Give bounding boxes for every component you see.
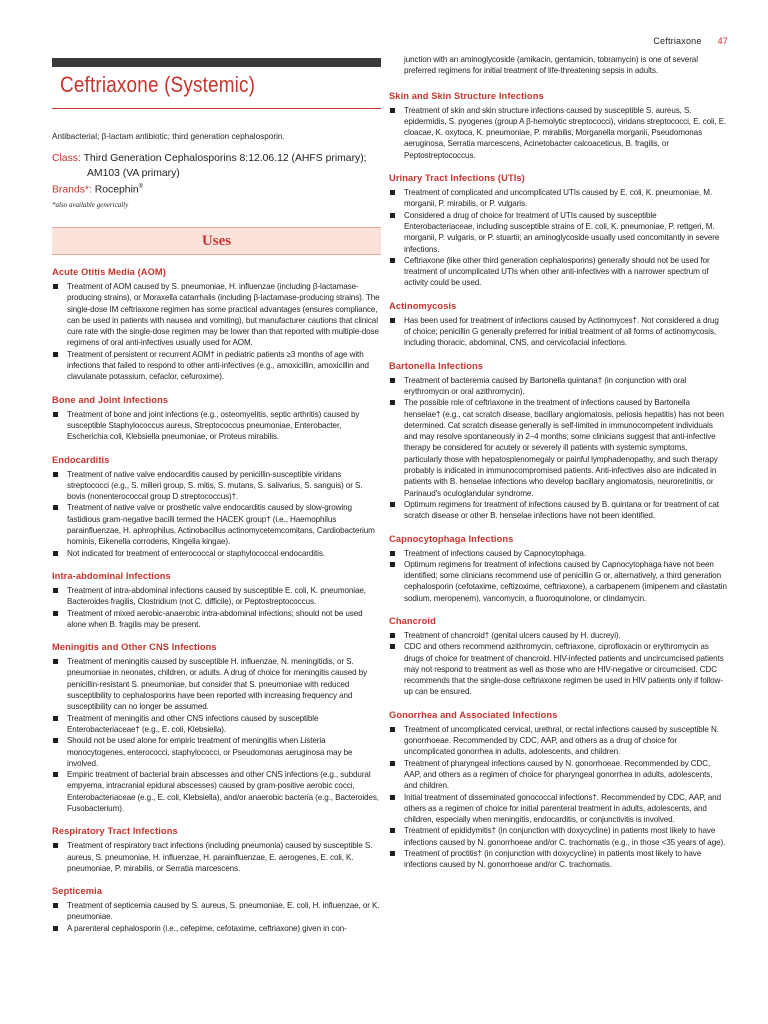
list-item: Treatment of infections caused by Capnocytophaga. xyxy=(389,548,727,559)
list-item: Treatment of uncomplicated cervical, urethral, or rectal infections caused by susceptible N. gonorrhoeae. Recommended by CDC, AAP, and others as a drug of choice for uncomplicated gonorrhea in adults, adolescents, and children. xyxy=(389,724,727,758)
title-rule xyxy=(52,108,381,109)
list-item: Treatment of septicemia caused by S. aureus, S. pneumoniae, E. coli, H. influenzae, or K. pneumoniae. xyxy=(52,900,381,923)
list-item: Treatment of complicated and uncomplicated UTIs caused by E. coli, K. pneumoniae, M. morganii, P. mirabilis, or P. vulgaris. xyxy=(389,187,727,210)
section-septicemia xyxy=(52,886,381,934)
left-column-sections xyxy=(52,267,381,934)
list-item: Optimum regimens for treatment of infections caused by B. quintana or for treatment of cat scratch disease or other B. henselae infections have not been identified. xyxy=(389,499,727,522)
right-column-sections xyxy=(389,54,727,871)
item-list xyxy=(52,656,381,814)
list-item: Treatment of proctitis† (in conjunction with doxycycline) in patients most likely to have infections caused by N. gonorrhoeae and/or C. trachomatis. xyxy=(389,848,727,871)
section-urinary-tract-infections-utis xyxy=(389,173,727,289)
section-gap xyxy=(389,349,727,361)
list-item: Ceftriaxone (like other third generation cephalosporins) generally should not be used for treatment of uncomplicated UTIs when other anti-infectives with a narrower spectrum of activity could be used. xyxy=(389,255,727,289)
list-item: Treatment of epididymitis† (in conjunction with doxycycline) in patients most likely to have infections caused by N. gonorrhoeae and/or C. trachomatis (e.g., in those <35 years of age). xyxy=(389,825,727,848)
list-item: Treatment of bone and joint infections (e.g., osteomyelitis, septic arthritis) caused by susceptible Staphylococcus aureus, Streptococcus pneumoniae, Enterobacter, Escherichia coli, Klebsiella pneumoniae, or Proteus mirabilis. xyxy=(52,409,381,443)
list-item: Treatment of mixed aerobic-anaerobic intra-abdominal infections; should not be used alone when B. fragilis may be present. xyxy=(52,608,381,631)
list-item: Not indicated for treatment of enterococcal or staphylococcal endocarditis. xyxy=(52,548,381,559)
item-list xyxy=(52,900,381,934)
item-list xyxy=(389,724,727,871)
section-gonorrhea-and-associated-infections xyxy=(389,710,727,871)
list-item: Treatment of pharyngeal infections caused by N. gonorrhoeae. Recommended by CDC, AAP, and others as a regimen of choice for pharyngeal gonorrhea in adults, adolescents, and children. xyxy=(389,758,727,792)
section-gap xyxy=(389,698,727,710)
brands xyxy=(52,184,381,195)
section-heading: Chancroid xyxy=(389,615,436,626)
list-item: Treatment of bacteremia caused by Bartonella quintana† (in conjunction with oral erythromycin or oral azithromycin). xyxy=(389,375,727,398)
list-item: Optimum regimens for treatment of infections caused by Capnocytophaga have not been identified; some clinicians recommend use of penicillin G or, alternatively, a third generation cephalosporin (cefotaxime, ceftizoxime, ceftriaxone), a carbapenem (imipenem and cilastatin sodium, meropenem), vancomycin, a fluoroquinolone, or clindamycin. xyxy=(389,559,727,604)
section-gap xyxy=(52,874,381,886)
item-list xyxy=(52,409,381,443)
monograph-title: Ceftriaxone (Systemic) xyxy=(60,72,256,97)
item-list xyxy=(52,585,381,630)
list-item: Should not be used alone for empiric treatment of meningitis when Listeria monocytogenes, enterococci, staphylococci, or Pseudomonas aeruginosa may be involved. xyxy=(52,735,381,769)
section-skin-and-skin-structure-infections xyxy=(389,91,727,161)
section-respiratory-tract-infections xyxy=(52,826,381,874)
list-item: Has been used for treatment of infections caused by Actinomyces†. Not considered a drug of choice; penicillin G generally preferred for initial treatment of all forms of actinomycosis, including thoracic, abdominal, CNS, and cervicofacial infections. xyxy=(389,315,727,349)
list-item: Treatment of skin and skin structure infections caused by susceptible S. aureus, S. epidermidis, S. pyogenes (group A β-hemolytic streptococci), viridans streptococci, E. coli, E. cloacae, K. oxytoca, K. pneumoniae, P. mirabilis, Morganella morganii, Pseudomonas aeruginosa, Serratia marcescens, Acinetobacter calcoaceticus, B. fragilis, or Peptostreptococcus. xyxy=(389,105,727,161)
section-heading: Intra-abdominal Infections xyxy=(52,570,171,581)
section-gap xyxy=(52,630,381,642)
section-gap xyxy=(52,443,381,455)
section-endocarditis xyxy=(52,455,381,559)
list-item: Treatment of meningitis caused by susceptible H. influenzae, N. meningitidis, or S. pneumoniae in neonates, children, or adults. A drug of choice for meningitis caused by penicillin-resistant S. pneumoniae, but consider that S. pneumoniae with reduced susceptibility to cephalosporins have been reported with increasing frequency and susceptibility can no longer be assumed. xyxy=(52,656,381,712)
title-bar xyxy=(52,58,381,67)
list-item: A parenteral cephalosporin (i.e., cefepime, cefotaxime, ceftriaxone) given in con- xyxy=(52,923,381,934)
item-list xyxy=(389,630,727,698)
section-heading: Acute Otitis Media (AOM) xyxy=(52,267,166,277)
section-chancroid xyxy=(389,616,727,698)
item-list xyxy=(52,469,381,559)
section-bartonella-infections xyxy=(389,361,727,522)
list-item: The possible role of ceftriaxone in the treatment of infections caused by Bartonella henselae† (e.g., cat scratch disease, bacillary angiomatosis, peliosis hepatitis) has not been determined. Cat scratch disease generally is self-limited in immunocompetent individuals and may resolve spontaneously in 2–4 months; some clinicians suggest that anti-infective therapy be considered for acutely or severely ill patients with systemic symptoms, particularly those with hepatosplenomegaly or painful lymphadenopathy, and such therapy probably is indicated in immunocompromised patients. Anti-infectives also are indicated in patients with B. henselae infections who develop bacillary angiomatosis, neuroretinitis, or Parinaud's oculoglandular syndrome. xyxy=(389,397,727,499)
item-list xyxy=(389,375,727,522)
list-item: Treatment of chancroid† (genital ulcers caused by H. ducreyi). xyxy=(389,630,727,641)
continued-item-list xyxy=(389,54,727,77)
section-gap xyxy=(389,289,727,301)
running-title: Ceftriaxone xyxy=(653,36,702,46)
item-list xyxy=(52,281,381,383)
section-heading: Skin and Skin Structure Infections xyxy=(389,90,544,101)
section-heading: Septicemia xyxy=(52,886,103,897)
class-label: Class: xyxy=(52,153,81,164)
section-heading: Bartonella Infections xyxy=(389,360,484,371)
list-item: Treatment of AOM caused by S. pneumoniae, H. influenzae (including β-lactamase-producing strains), or Moraxella catarrhalis (including β-lactamase-producing strains). The single-dose IM ceftriaxone regimen has some practical advantages (ensures compliance, can be used in patients with nausea and vomiting), but manufacturer cautions that clinical cure rate with the single-dose regimen may be lower than that reported with multiple-dose regimens of oral anti-infectives usually used for AOM. xyxy=(52,281,381,349)
section-heading: Respiratory Tract Infections xyxy=(52,826,178,837)
item-list xyxy=(389,187,727,289)
page-number: 47 xyxy=(717,36,728,46)
brand-name: Rocephin xyxy=(94,184,139,196)
registered-mark: ® xyxy=(138,184,144,190)
section-heading: Gonorrhea and Associated Infections xyxy=(389,709,558,720)
section-gap xyxy=(52,383,381,395)
footnote: *also available generically xyxy=(52,201,129,209)
item-list xyxy=(389,548,727,604)
list-item: Initial treatment of disseminated gonococcal infections†. Recommended by CDC, AAP, and others as a regimen of choice for initial parenteral treatment in adults, adolescents, and children, especially when meningitis, endocarditis, or conjunctivitis is involved. xyxy=(389,792,727,826)
list-item: CDC and others recommend azithromycin, ceftriaxone, ciprofloxacin or erythromycin as drugs of choice for treatment of chancroid. HIV-infected patients and uncircumcised patients may not respond to treatment as well as those who are HIV-negative or circumcised. CDC recommends that the single-dose ceftriaxone regimen be used in HIV patients only if follow-up can be ensured. xyxy=(389,641,727,697)
section-capnocytophaga-infections xyxy=(389,534,727,604)
section-gap xyxy=(52,814,381,826)
item-list xyxy=(389,105,727,161)
section-heading: Capnocytophaga Infections xyxy=(389,533,514,544)
class-line-2: AM103 (VA primary) xyxy=(87,168,180,179)
section-actinomycosis xyxy=(389,301,727,349)
section-gap xyxy=(52,559,381,571)
section-gap xyxy=(389,522,727,534)
drug-class xyxy=(52,151,381,181)
list-item: Treatment of meningitis and other CNS infections caused by susceptible Enterobacteriaceae† (e.g., E. coli, Klebsiella). xyxy=(52,713,381,736)
list-item: Considered a drug of choice for treatment of UTIs caused by susceptible Enterobacteriaceae, including susceptible strains of E. coli, K. pneumoniae, P. rettgeri, M. morganii, P. vulgaris, or P. stuartii; an aminoglycoside usually used concomitantly in severe infections. xyxy=(389,210,727,255)
continued-text: junction with an aminoglycoside (amikacin, gentamicin, tobramycin) is one of several preferred regimens for initial treatment of life-threatening sepsis in adults. xyxy=(404,55,698,76)
section-intra-abdominal-infections xyxy=(52,571,381,630)
item-list xyxy=(389,315,727,349)
item-list xyxy=(52,840,381,874)
section-heading: Meningitis and Other CNS Infections xyxy=(52,642,217,653)
section-heading: Endocarditis xyxy=(52,454,110,465)
class-line-1: Third Generation Cephalosporins 8:12.06.12 (AHFS primary); xyxy=(83,153,367,164)
section-gap xyxy=(389,604,727,616)
list-item: Treatment of persistent or recurrent AOM† in pediatric patients ≥3 months of age with infections that failed to respond to other anti-infectives (e.g., amoxicillin, amoxicillin and clavulanate potassium, cefaclor, cefuroxime). xyxy=(52,349,381,383)
section-bone-and-joint-infections xyxy=(52,395,381,443)
list-item: Treatment of respiratory tract infections (including pneumonia) caused by susceptible S. aureus, S. pneumoniae, H. influenzae, H. parainfluenzae, E. aerogenes, E. coli, K. pneumoniae, P. mirabilis, or Serratia marcescens. xyxy=(52,840,381,874)
section-meningitis-and-other-cns-infections xyxy=(52,642,381,814)
list-item: Empiric treatment of bacterial brain abscesses and other CNS infections (e.g., subdural empyema, intracranial epidural abscesses) caused by gram-positive aerobic cocci, Enterobacteriaceae (e.g., E. coli, Klebsiella), and/or anaerobic bacteria (e.g., Bacteroides, Fusobacterium). xyxy=(52,769,381,814)
list-item: Treatment of native valve endocarditis caused by penicillin-susceptible viridans streptococci (e.g., S. milleri group, S. mitis, S. mutans, S. salivarius, S. sanguis) or S. bovis (nonenterococcal group D streptococcus)†. xyxy=(52,469,381,503)
section-heading: Actinomycosis xyxy=(389,300,457,311)
list-item: Treatment of intra-abdominal infections caused by susceptible E. coli, K. pneumoniae, Bacteroides fragilis, Clostridium (not C. difficile), or Peptostreptococcus. xyxy=(52,585,381,608)
running-header xyxy=(653,36,728,46)
uses-heading: Uses xyxy=(201,233,232,249)
section-gap xyxy=(389,161,727,173)
brands-label: Brands*: xyxy=(52,184,92,196)
section-heading: Bone and Joint Infections xyxy=(52,394,169,405)
uses-banner xyxy=(52,227,381,255)
drug-category: Antibacterial; β-lactam antibiotic; third generation cephalosporin. xyxy=(52,132,285,141)
section-heading: Urinary Tract Infections (UTIs) xyxy=(389,173,525,184)
section-acute-otitis-media-aom xyxy=(52,267,381,383)
list-item: Treatment of native valve or prosthetic valve endocarditis caused by slow-growing fastidious gram-negative bacilli termed the HACEK group† (i.e., Haemophilus parainfluenzae, H. aphrophilus, Actinobacillus actinomycetemcomitans, Cardiobacterium hominis, Eikenella corrodens, Kingella kingae). xyxy=(52,502,381,547)
